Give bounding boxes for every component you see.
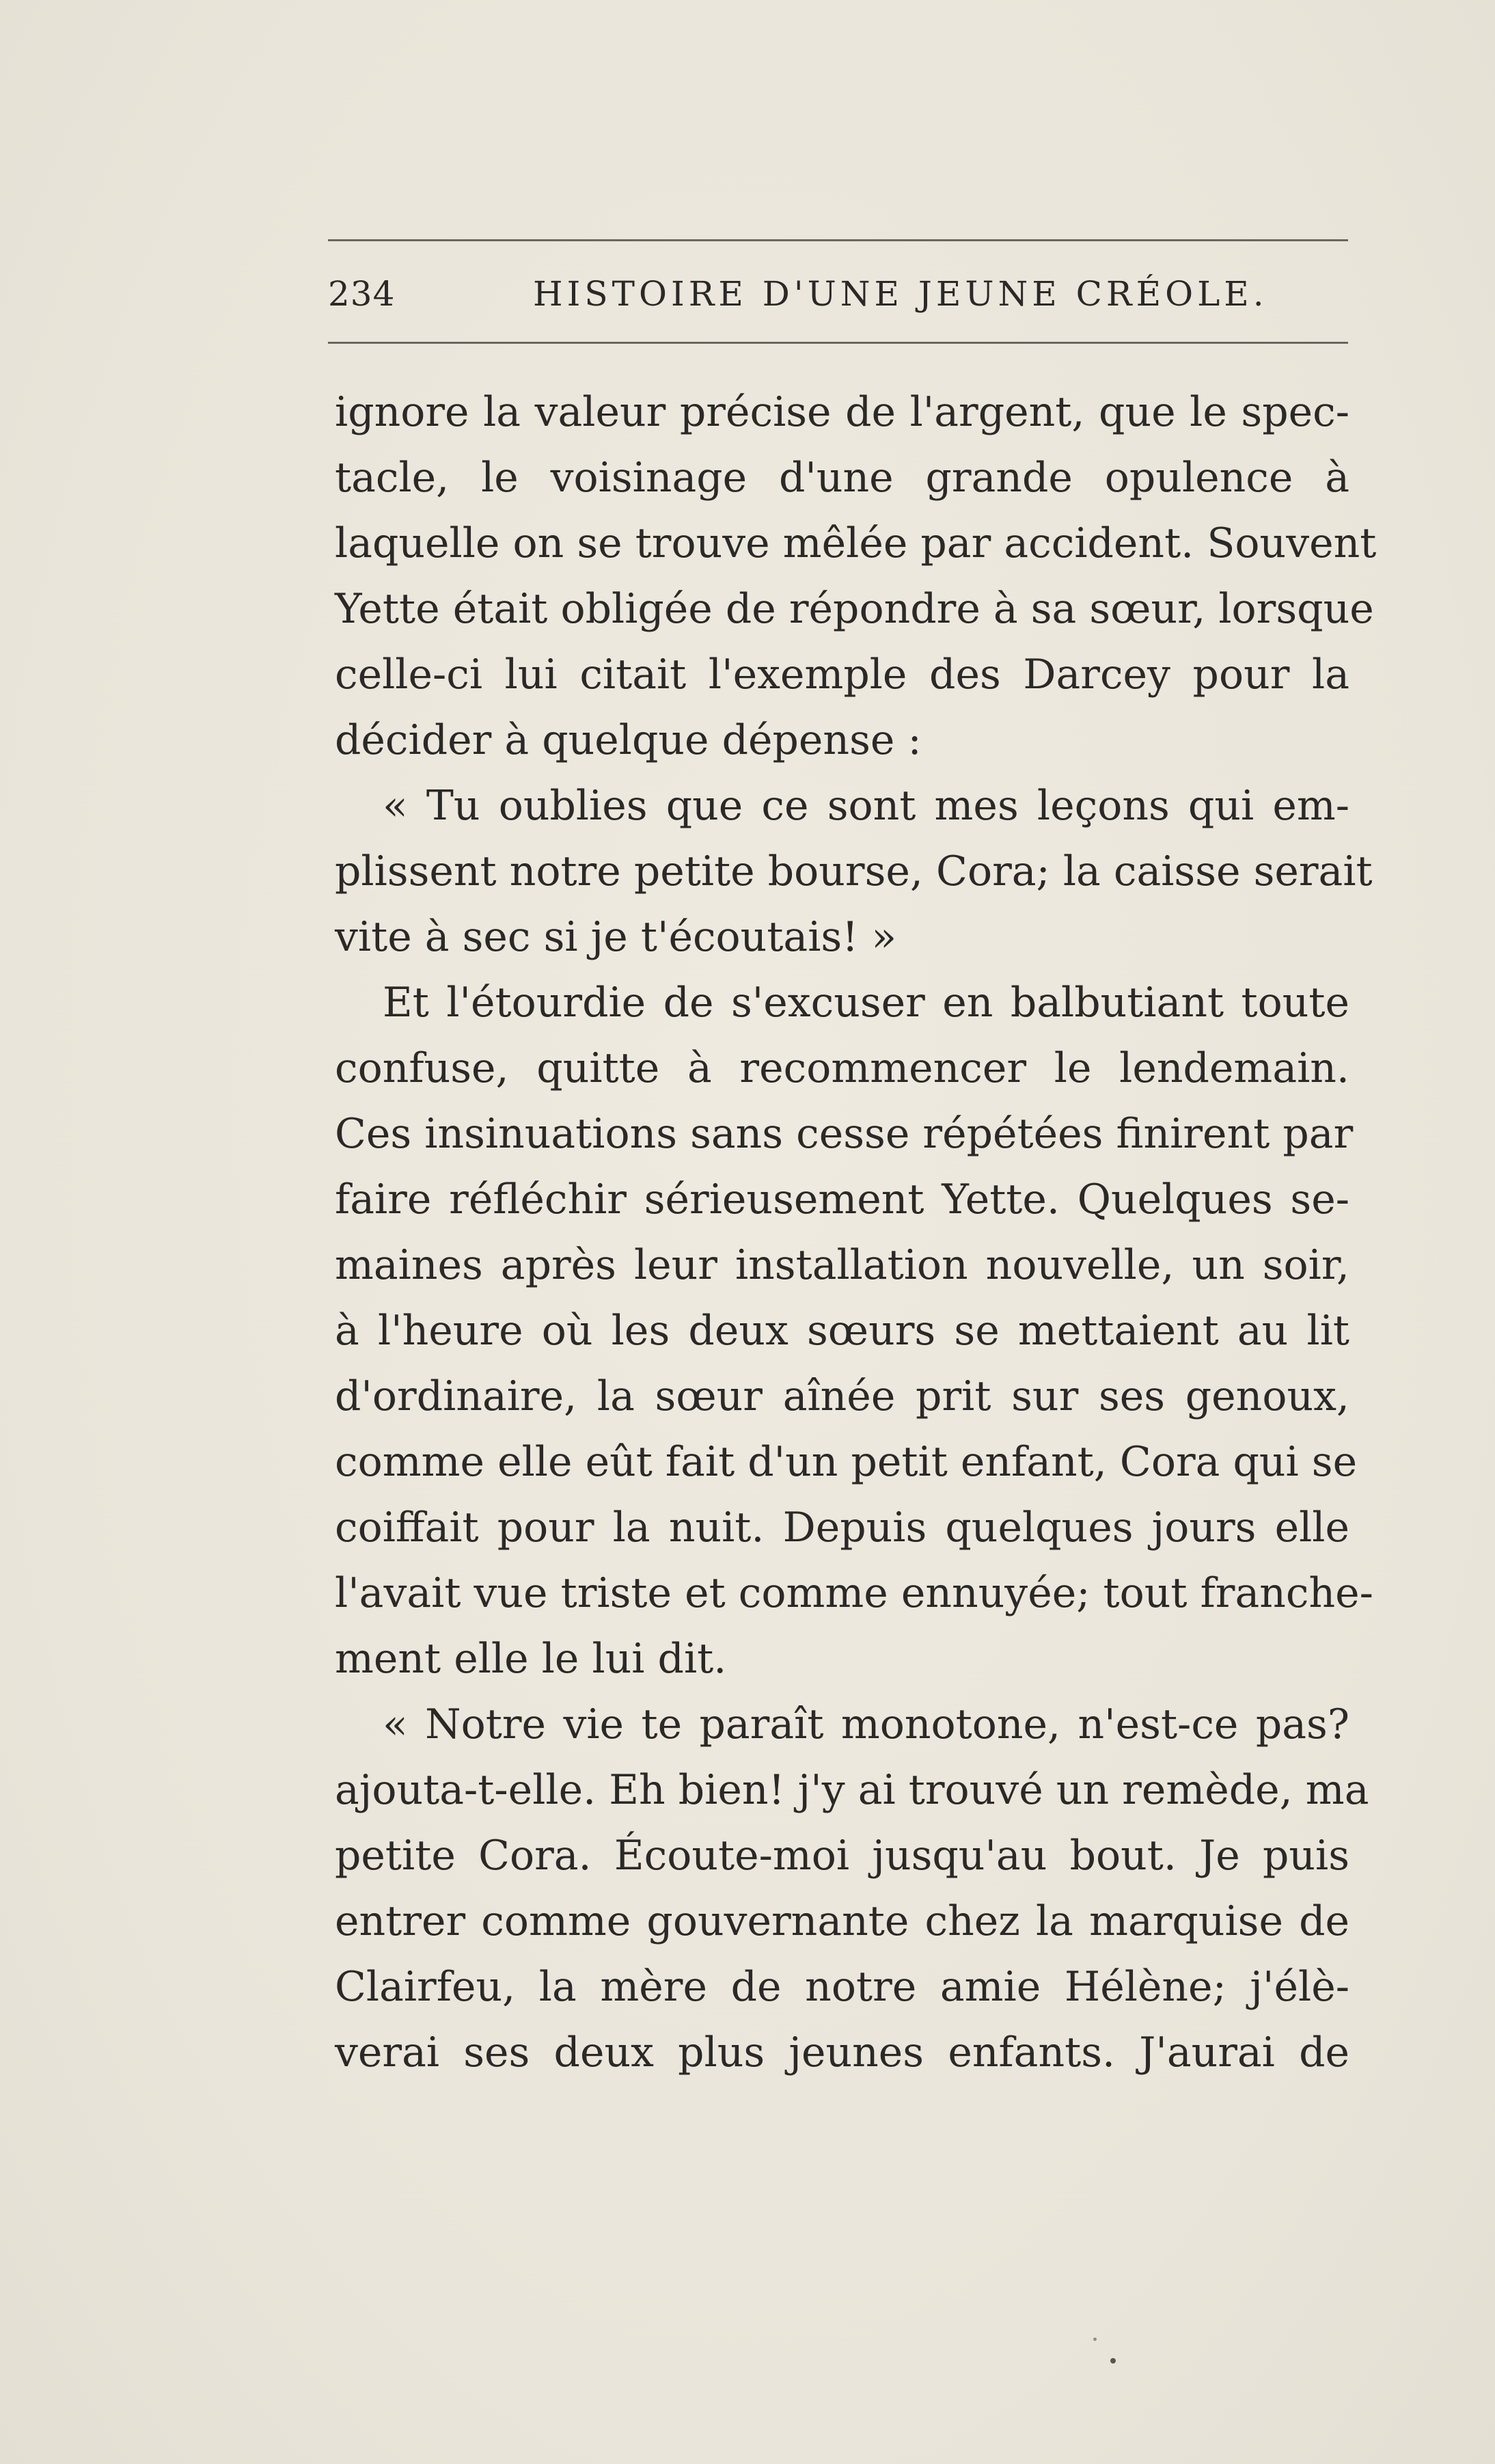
text-line: plissent notre petite bourse, Cora; la caisse serait xyxy=(335,848,1373,895)
text-line: décider à quelque dépense : xyxy=(335,716,922,764)
text-line: verai ses deux plus jeunes enfants. J'aurai de xyxy=(335,2029,1349,2076)
text-line: maines après leur installation nouvelle, un soir, xyxy=(335,1241,1349,1289)
paper-speck xyxy=(1093,2338,1097,2341)
body-text xyxy=(335,379,1377,2085)
text-line: petite Cora. Écoute-moi jusqu'au bout. Je puis xyxy=(335,1832,1349,1880)
running-header xyxy=(328,270,1348,318)
text-line: Yette était obligée de répondre à sa sœur, lorsque xyxy=(335,585,1374,633)
text-line: celle-ci lui citait l'exemple des Darcey pour la xyxy=(335,651,1349,699)
page-number: 234 xyxy=(328,274,396,314)
paper-speck xyxy=(1110,2358,1116,2364)
text-line: confuse, quitte à recommencer le lendemain. xyxy=(335,1044,1349,1092)
text-line: ajouta-t-elle. Eh bien! j'y ai trouvé un remède, ma xyxy=(335,1766,1369,1814)
running-title: HISTOIRE D'UNE JEUNE CRÉOLE. xyxy=(533,274,1268,314)
text-line: Et l'étourdie de s'excuser en balbutiant toute xyxy=(383,979,1349,1027)
text-line: ignore la valeur précise de l'argent, que le spec- xyxy=(335,388,1349,436)
text-line: faire réfléchir sérieusement Yette. Quelques se- xyxy=(335,1176,1349,1223)
header-rule-bottom xyxy=(328,342,1348,344)
header-rule-top xyxy=(328,239,1348,241)
text-line: Clairfeu, la mère de notre amie Hélène; j'élè- xyxy=(335,1963,1349,2011)
text-line: l'avait vue triste et comme ennuyée; tout franche- xyxy=(335,1569,1373,1617)
text-line: laquelle on se trouve mêlée par accident. Souvent xyxy=(335,519,1377,567)
text-line: « Tu oublies que ce sont mes leçons qui em- xyxy=(383,782,1349,830)
text-line: coiffait pour la nuit. Depuis quelques jours elle xyxy=(335,1504,1349,1552)
text-line: entrer comme gouvernante chez la marquise de xyxy=(335,1897,1349,1945)
text-line: ment elle le lui dit. xyxy=(335,1635,727,1683)
text-line: vite à sec si je t'écoutais! » xyxy=(335,913,897,961)
text-line: comme elle eût fait d'un petit enfant, Cora qui se xyxy=(335,1438,1358,1486)
text-line: Ces insinuations sans cesse répétées finirent par xyxy=(335,1110,1354,1158)
text-line: à l'heure où les deux sœurs se mettaient au lit xyxy=(335,1307,1349,1355)
text-line: d'ordinaire, la sœur aînée prit sur ses genoux, xyxy=(335,1372,1349,1420)
text-line: « Notre vie te paraît monotone, n'est-ce pas? xyxy=(383,1701,1349,1748)
text-line: tacle, le voisinage d'une grande opulence à xyxy=(335,454,1349,502)
